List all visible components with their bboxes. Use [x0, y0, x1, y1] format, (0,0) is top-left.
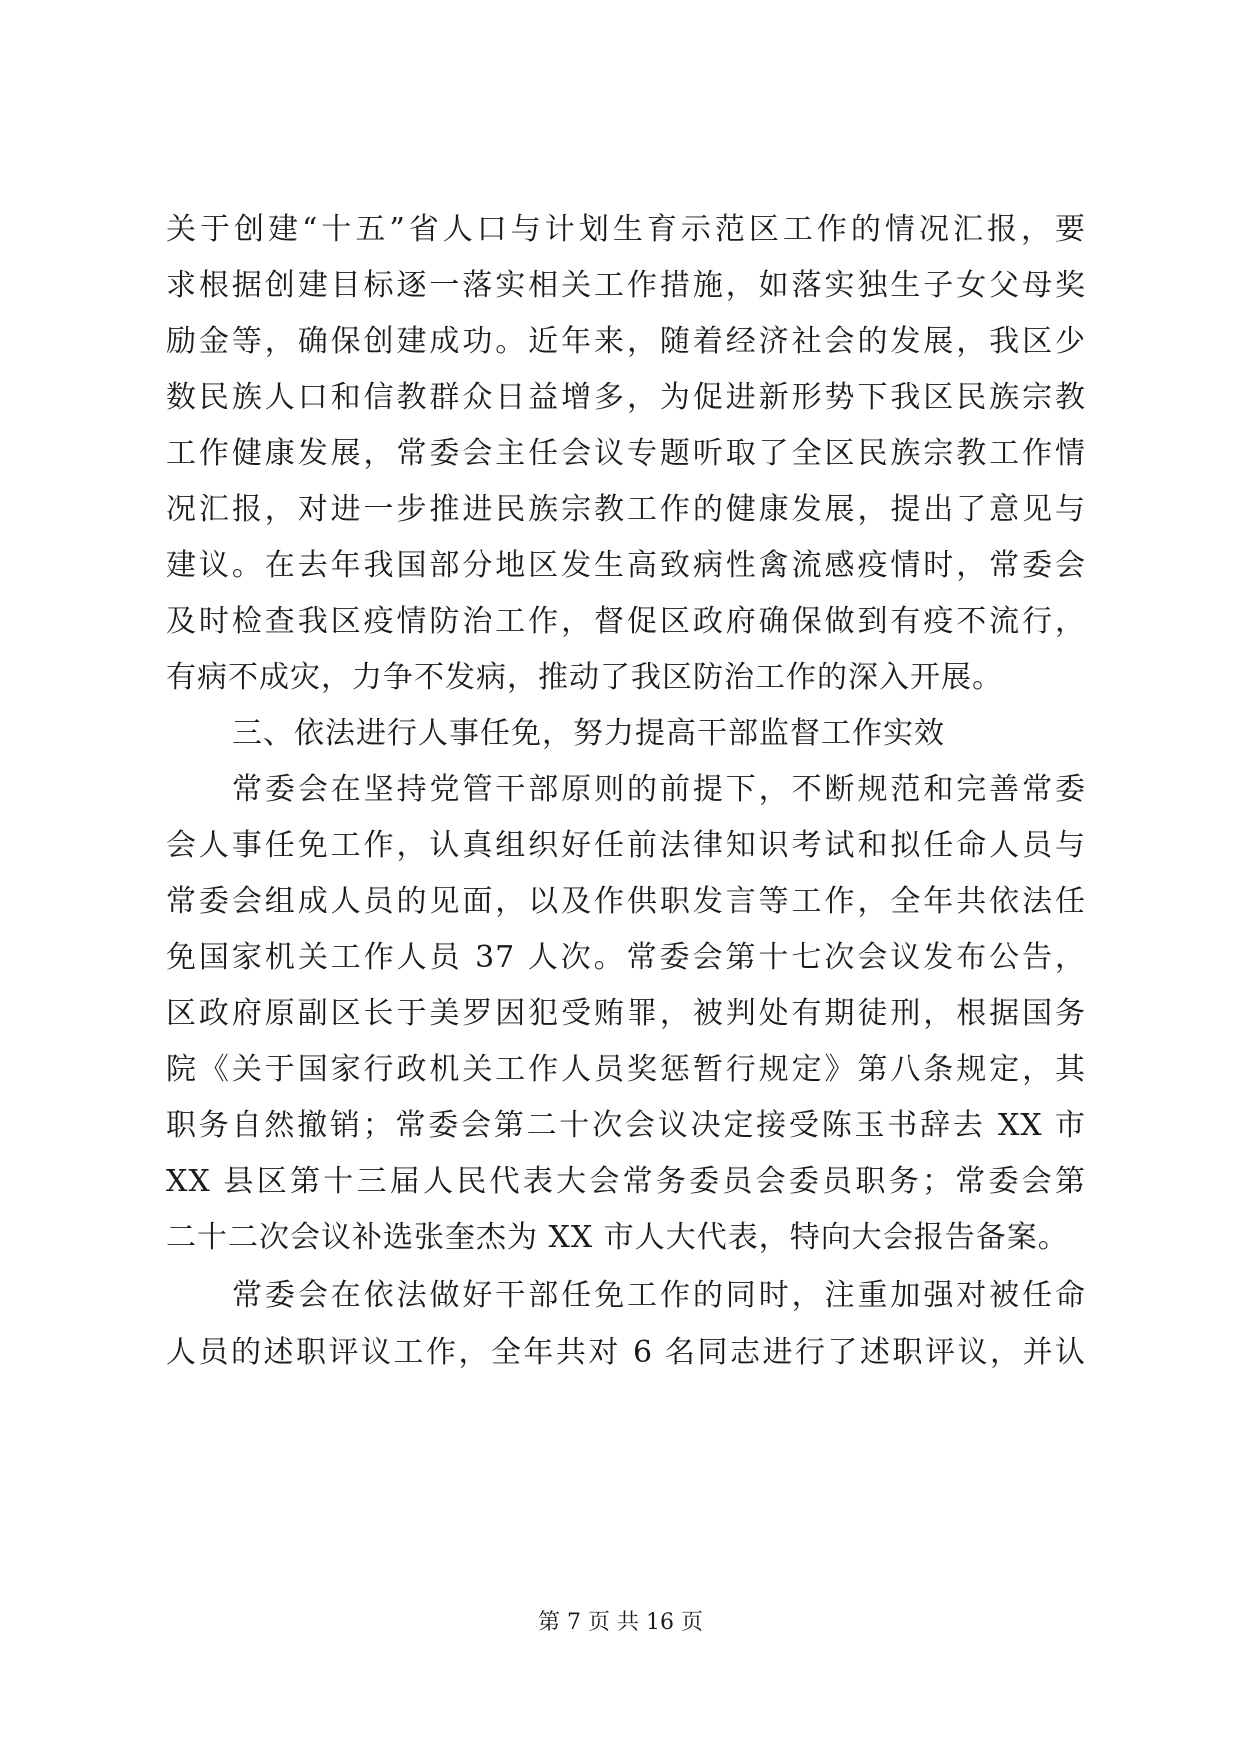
paragraph-2-line-6: 院《关于国家行政机关工作人员奖惩暂行规定》第八条规定，其: [166, 1052, 1086, 1087]
paragraph-2-line-3: 常委会组成人员的见面，以及作供职发言等工作，全年共依法任: [166, 884, 1086, 919]
paragraph-2-line-9: 二十二次会议补选张奎杰为 XX 市人大代表，特向大会报告备案。: [166, 1220, 1069, 1255]
paragraph-1-line-3: 励金等，确保创建成功。近年来，随着经济社会的发展，我区少: [166, 324, 1086, 359]
page-number-footer: 第 7 页 共 16 页: [538, 1610, 703, 1635]
paragraph-1-line-8: 及时检查我区疫情防治工作，督促区政府确保做到有疫不流行，: [166, 604, 1086, 639]
paragraph-1-line-6: 况汇报，对进一步推进民族宗教工作的健康发展，提出了意见与: [166, 492, 1086, 527]
paragraph-2-line-8: XX 县区第十三届人民代表大会常务委员会委员职务；常委会第: [166, 1164, 1086, 1199]
paragraph-1-line-7: 建议。在去年我国部分地区发生高致病性禽流感疫情时，常委会: [166, 548, 1086, 583]
paragraph-1-line-1: 关于创建“十五”省人口与计划生育示范区工作的情况汇报，要: [166, 212, 1086, 247]
paragraph-3-line-2: 人员的述职评议工作，全年共对 6 名同志进行了述职评议，并认: [166, 1335, 1086, 1370]
paragraph-1-line-4: 数民族人口和信教群众日益增多，为促进新形势下我区民族宗教: [166, 380, 1086, 415]
paragraph-1-line-5: 工作健康发展，常委会主任会议专题听取了全区民族宗教工作情: [166, 436, 1086, 471]
paragraph-2-line-2: 会人事任免工作，认真组织好任前法律知识考试和拟任命人员与: [166, 828, 1086, 863]
paragraph-2-line-7: 职务自然撤销；常委会第二十次会议决定接受陈玉书辞去 XX 市: [166, 1108, 1086, 1143]
paragraph-2-line-4: 免国家机关工作人员 37 人次。常委会第十七次会议发布公告，: [166, 940, 1086, 975]
paragraph-1-line-2: 求根据创建目标逐一落实相关工作措施，如落实独生子女父母奖: [166, 268, 1086, 303]
section-heading: 三、依法进行人事任免，努力提高干部监督工作实效: [232, 716, 945, 751]
paragraph-3-line-1: 常委会在依法做好干部任免工作的同时，注重加强对被任命: [232, 1278, 1086, 1313]
paragraph-2-line-1: 常委会在坚持党管干部原则的前提下，不断规范和完善常委: [232, 772, 1086, 807]
paragraph-2-line-5: 区政府原副区长于美罗因犯受贿罪，被判处有期徒刑，根据国务: [166, 996, 1086, 1031]
paragraph-1-line-9: 有病不成灾，力争不发病，推动了我区防治工作的深入开展。: [166, 660, 1003, 695]
